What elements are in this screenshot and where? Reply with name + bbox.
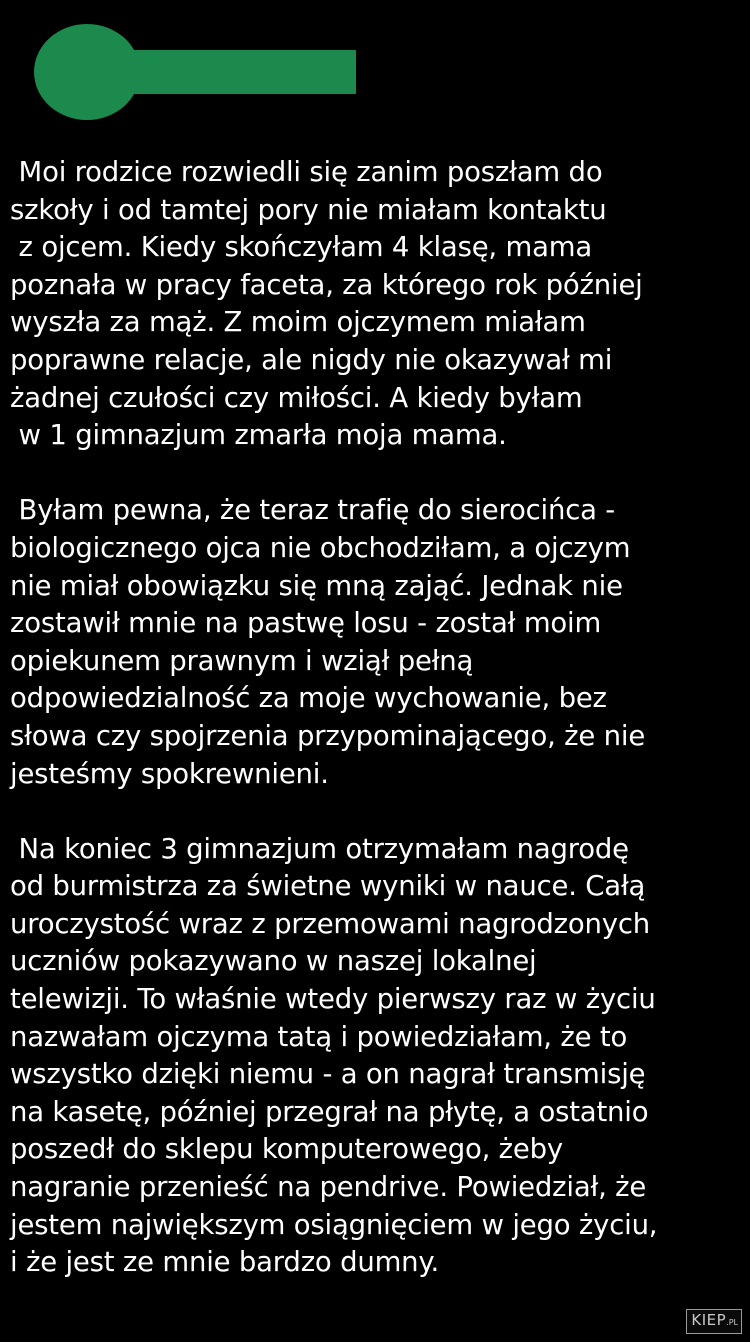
story-line: poznała w pracy faceta, za którego rok później (10, 268, 643, 301)
story-line: poszedł do sklepu komputerowego, żeby (10, 1133, 563, 1166)
story-text (10, 154, 745, 1282)
story-line: od burmistrza za świetne wyniki w nauce. Całą (10, 870, 646, 903)
redacted-profile-header (34, 24, 356, 120)
story-line: nagranie przenieść na pendrive. Powiedział, że (10, 1171, 647, 1204)
story-line: uroczystość wraz z przemowami nagrodzonych (10, 907, 650, 940)
watermark-brand: KIEP (691, 1311, 727, 1329)
paragraph-gap (10, 793, 745, 831)
story-line: Moi rodzice rozwiedli się zanim poszłam do (10, 156, 603, 188)
paragraph-gap (10, 455, 745, 493)
story-paragraph-2 (10, 492, 745, 793)
story-line: biologicznego ojca nie obchodziłam, a ojczym (10, 531, 631, 564)
story-line: jestem największym osiągnięciem w jego życiu, (10, 1208, 658, 1241)
watermark-suffix: .PL (726, 1318, 738, 1327)
story-line: z ojcem. Kiedy skończyłam 4 klasę, mama (10, 231, 592, 264)
story-line: opiekunem prawnym i wziął pełną (10, 644, 474, 677)
story-line: zostawił mnie na pastwę losu - został moim (10, 607, 602, 640)
story-line: wyszła za mąż. Z moim ojczymem miałam (10, 306, 586, 339)
story-line: Byłam pewna, że teraz trafię do sierocińca - (10, 494, 616, 527)
story-line: poprawne relacje, ale nigdy nie okazywał mi (10, 343, 613, 376)
story-line: jesteśmy spokrewnieni. (10, 757, 329, 790)
story-line: i że jest ze mnie bardzo dumny. (10, 1246, 440, 1279)
story-line: w 1 gimnazjum zmarła moja mama. (10, 419, 507, 452)
story-line: wszystko dzięki niemu - a on nagrał transmisję (10, 1058, 646, 1091)
story-paragraph-3 (10, 831, 745, 1282)
story-paragraph-1 (10, 154, 745, 455)
story-line: nazwałam ojczyma tatą i powiedziałam, że to (10, 1020, 628, 1053)
story-line: żadnej czułości czy miłości. A kiedy byłam (10, 381, 583, 414)
story-line: szkoły i od tamtej pory nie miałam kontaktu (10, 193, 607, 226)
story-line: słowa czy spojrzenia przypominającego, że nie (10, 719, 646, 752)
story-line: na kasetę, później przegrał na płytę, a ostatnio (10, 1095, 649, 1128)
story-line: Na koniec 3 gimnazjum otrzymałam nagrodę (10, 832, 629, 865)
story-line: telewizji. To właśnie wtedy pierwszy raz w życiu (10, 983, 656, 1016)
story-line: odpowiedzialność za moje wychowanie, bez (10, 682, 607, 715)
story-line: uczniów pokazywano w naszej lokalnej (10, 945, 537, 978)
site-watermark-logo (686, 1309, 742, 1334)
username-placeholder-bar (104, 50, 356, 94)
story-line: nie miał obowiązku się mną zająć. Jednak nie (10, 569, 623, 602)
